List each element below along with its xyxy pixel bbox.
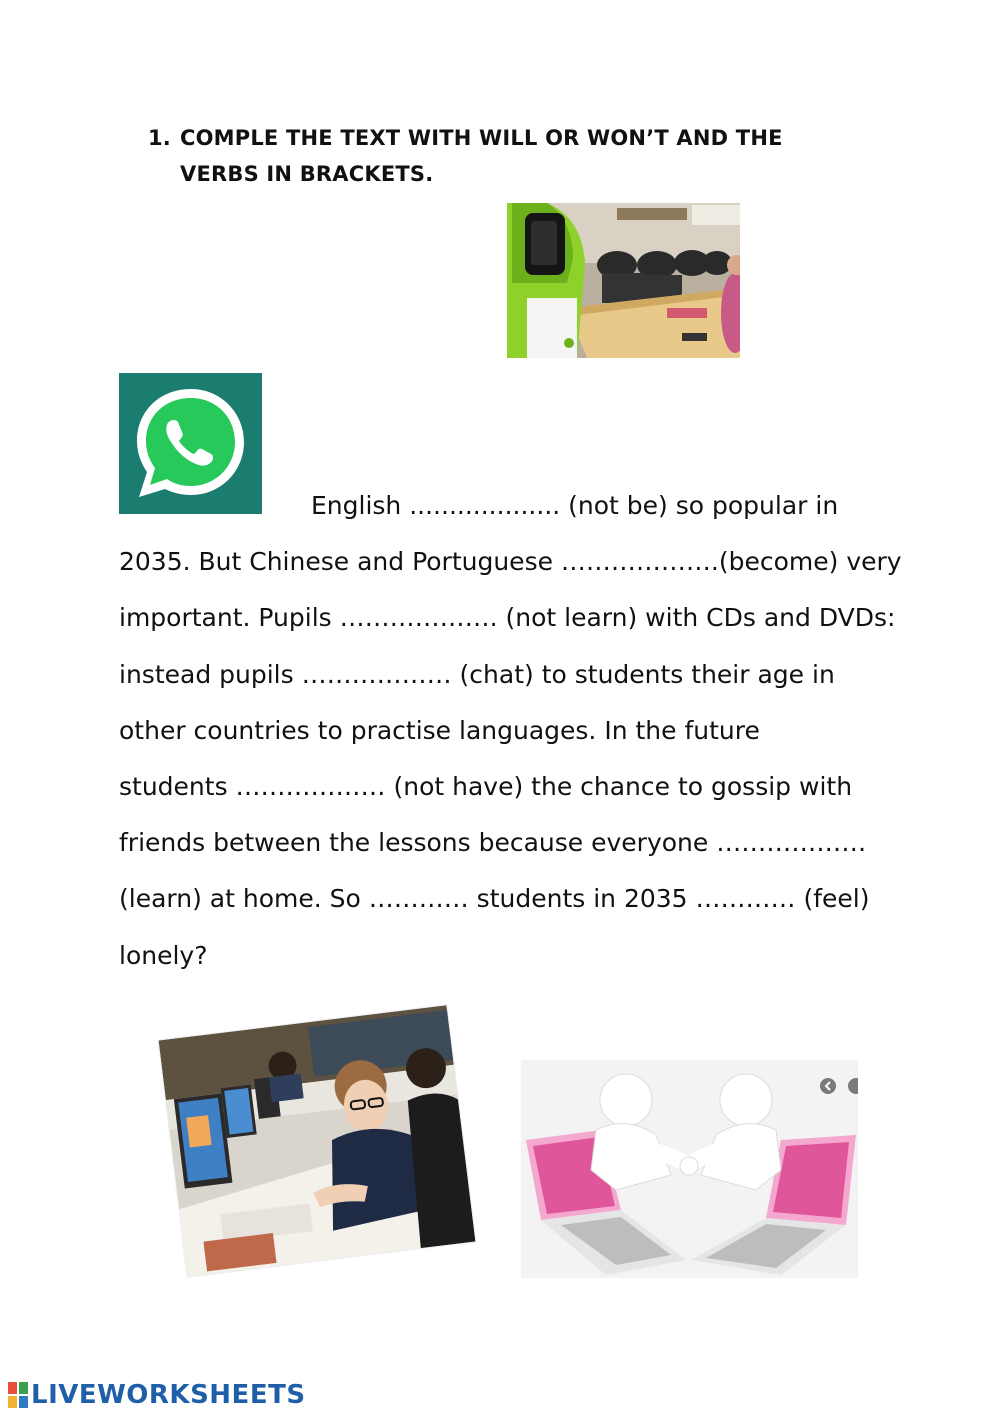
liveworksheets-logo [8, 1380, 306, 1410]
exercise-line-1: English ................... (not be) so popular in [311, 491, 839, 520]
exercise-heading [148, 120, 868, 192]
brand-name: LIVEWORKSHEETS [31, 1380, 306, 1410]
exercise-line-6: students ……………… (not have) the chance to gossip with [119, 772, 853, 802]
exercise-text [119, 478, 902, 984]
exercise-line-4: instead pupils ……………… (chat) to students their age in [119, 659, 835, 689]
exercise-line-3: important. Pupils ………………. (not learn) with CDs and DVDs: [119, 603, 896, 633]
liveworksheets-grid-icon [8, 1382, 28, 1408]
robot-classroom-photo [507, 203, 740, 358]
exercise-line-7: friends between the lessons because everyone ……………… [119, 828, 867, 858]
heading-line-2: VERBS IN BRACKETS. [180, 162, 434, 186]
exercise-line-8: (learn) at home. So ………… students in 2035 ………… (feel) [119, 884, 870, 914]
heading-number: 1. [148, 126, 171, 150]
handshake-laptops-image [521, 1060, 858, 1278]
exercise-line-5: other countries to practise languages. In the future [119, 715, 760, 745]
exercise-line-2: 2035. But Chinese and Portuguese ……………….(become) very [119, 547, 902, 577]
exercise-line-9: lonely? [119, 940, 208, 970]
heading-line-1: COMPLE THE TEXT WITH WILL OR WON’T AND THE [180, 126, 783, 150]
students-computer-lab-photo [159, 1005, 476, 1277]
